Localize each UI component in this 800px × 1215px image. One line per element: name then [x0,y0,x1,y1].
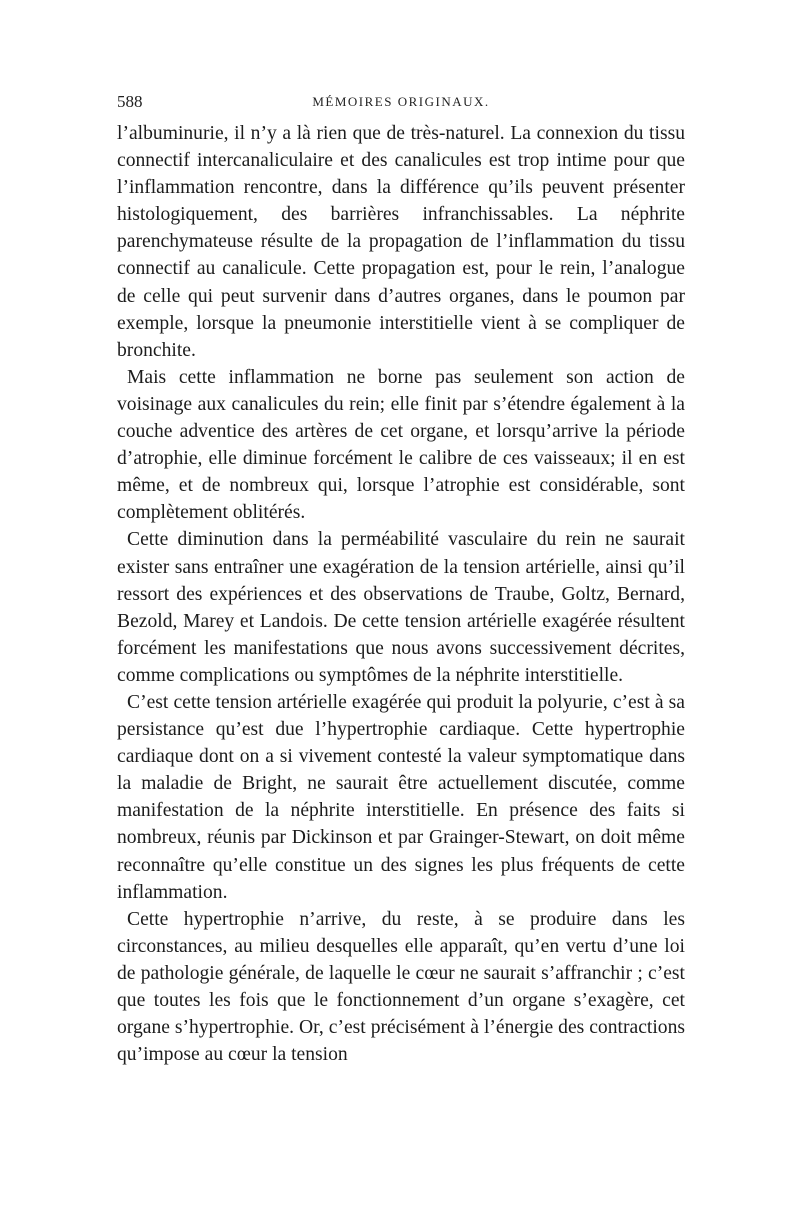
paragraph-vascular-permeability: Cette diminution dans la perméabilité vasculaire du rein ne saurait exister sans entraîner une exagération de la tension artérielle, ainsi qu’il ressort des expériences et des observations de Traube, Goltz, Bernard, Bezold, Marey et Landois. De cette tension artérielle exagérée résultent forcément les manifestations que nous avons successivement décrites, comme complications ou symptômes de la néphrite interstitielle. [117,529,685,686]
running-header [117,92,685,120]
paragraph-inflammation-extension: Mais cette inflammation ne borne pas seulement son action de voisinage aux canalicules du rein; elle finit par s’étendre également à la couche adventice des artères de cet organe, et lorsqu’arrive la période d’atrophie, elle diminue forcément le calibre de ces vaisseaux; il en est même, et de nombreux qui, lorsque l’atrophie est considérable, sont complètement oblitérés. [117,366,685,524]
book-page [117,92,685,1068]
paragraph-arterial-tension: C’est cette tension artérielle exagérée qui produit la polyurie, c’est à sa persistance qu’est due l’hypertrophie cardiaque. Cette hypertrophie cardiaque dont on a si vivement contesté la valeur symptomatique dans la maladie de Bright, ne saurait être actuellement discutée, comme manifestation de la néphrite interstitielle. En présence des faits si nombreux, réunis par Dickinson et par Grainger-Stewart, on doit même reconnaître qu’elle constitue un des signes les plus fréquents de cette inflammation. [117,691,685,903]
paragraph-hypertrophy: Cette hypertrophie n’arrive, du reste, à se produire dans les circonstances, au milieu desquelles elle apparaît, qu’en vertu d’une loi de pathologie générale, de laquelle le cœur ne saurait s’affranchir ; c’est que toutes les fois que le fonctionnement d’un organe s’exagère, cet organe s’hypertrophie. Or, c’est précisément à l’énergie des contractions qu’impose au cœur la tension [117,908,685,1066]
running-title: MÉMOIRES ORIGINAUX. [312,94,490,109]
page-number: 588 [117,92,143,111]
paragraph-continuation: l’albuminurie, il n’y a là rien que de très-naturel. La connexion du tissu connectif intercanaliculaire et des canalicules est trop intime pour que l’inflammation rencontre, dans la différence qu’ils peuvent présenter histologiquement, des barrières infranchissables. La néphrite parenchymateuse résulte de la propagation de l’inflammation du tissu connectif au canalicule. Cette propagation est, pour le rein, l’analogue de celle qui peut survenir dans d’autres organes, dans le poumon par exemple, lorsque la pneumonie interstitielle vient à se compliquer de bronchite. [117,123,685,361]
